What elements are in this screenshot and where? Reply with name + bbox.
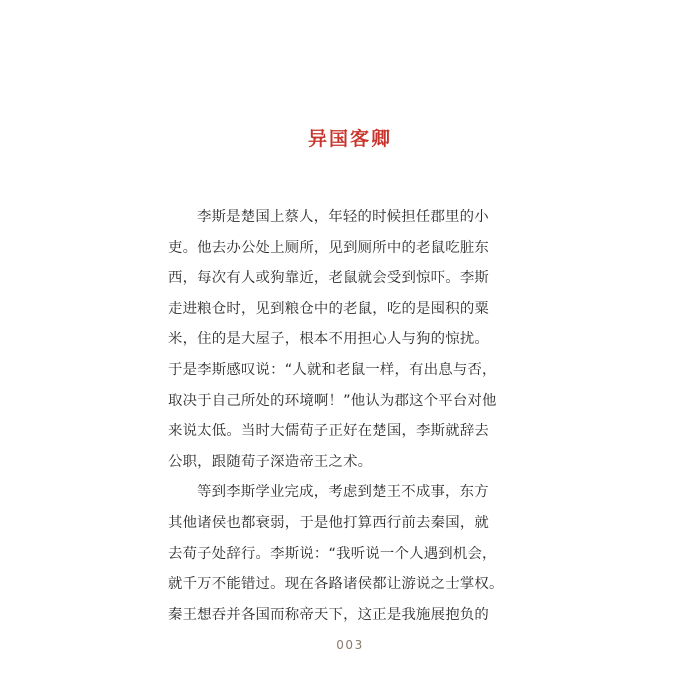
paragraph-1-line-3: 西，每次有人或狗靠近，老鼠就会受到惊吓。李斯 — [168, 270, 489, 287]
page-number: 003 — [336, 638, 364, 652]
paragraph-1-line-2: 吏。他去办公处上厕所，见到厕所中的老鼠吃脏东 — [168, 239, 489, 256]
body-text — [168, 202, 504, 630]
paragraph-1-line-1: 李斯是楚国上蔡人，年轻的时候担任郡里的小 — [197, 209, 489, 225]
paragraph-1-line-7: 取决于自己所处的环境啊！”他认为郡这个平台对他 — [168, 392, 497, 409]
paragraph-2-line-5: 秦王想吞并各国而称帝天下，这正是我施展抱负的 — [168, 606, 489, 623]
paragraph-1-line-4: 走进粮仓时，见到粮仓中的老鼠，吃的是囤积的粟 — [168, 300, 489, 317]
paragraph-2-line-1: 等到李斯学业完成，考虑到楚王不成事，东方 — [197, 484, 489, 501]
paragraph-1-line-8: 来说太低。当时大儒荀子正好在楚国，李斯就辞去 — [168, 423, 489, 440]
paragraph-2-line-3: 去荀子处辞行。李斯说：“我听说一个人遇到机会， — [168, 545, 497, 562]
paragraph-2-line-2: 其他诸侯也都衰弱，于是他打算西行前去秦国，就 — [168, 514, 489, 531]
paragraph-1-line-5: 米，住的是大屋子，根本不用担心人与狗的惊扰。 — [168, 331, 489, 348]
paragraph-1-line-6: 于是李斯感叹说：“人就和老鼠一样，有出息与否， — [168, 361, 497, 378]
chapter-title: 异国客卿 — [307, 128, 392, 150]
paragraph-1-line-9: 公职，跟随荀子深造帝王之术。 — [168, 453, 373, 470]
paragraph-2-line-4: 就千万不能错过。现在各路诸侯都让游说之士掌权。 — [168, 576, 504, 593]
